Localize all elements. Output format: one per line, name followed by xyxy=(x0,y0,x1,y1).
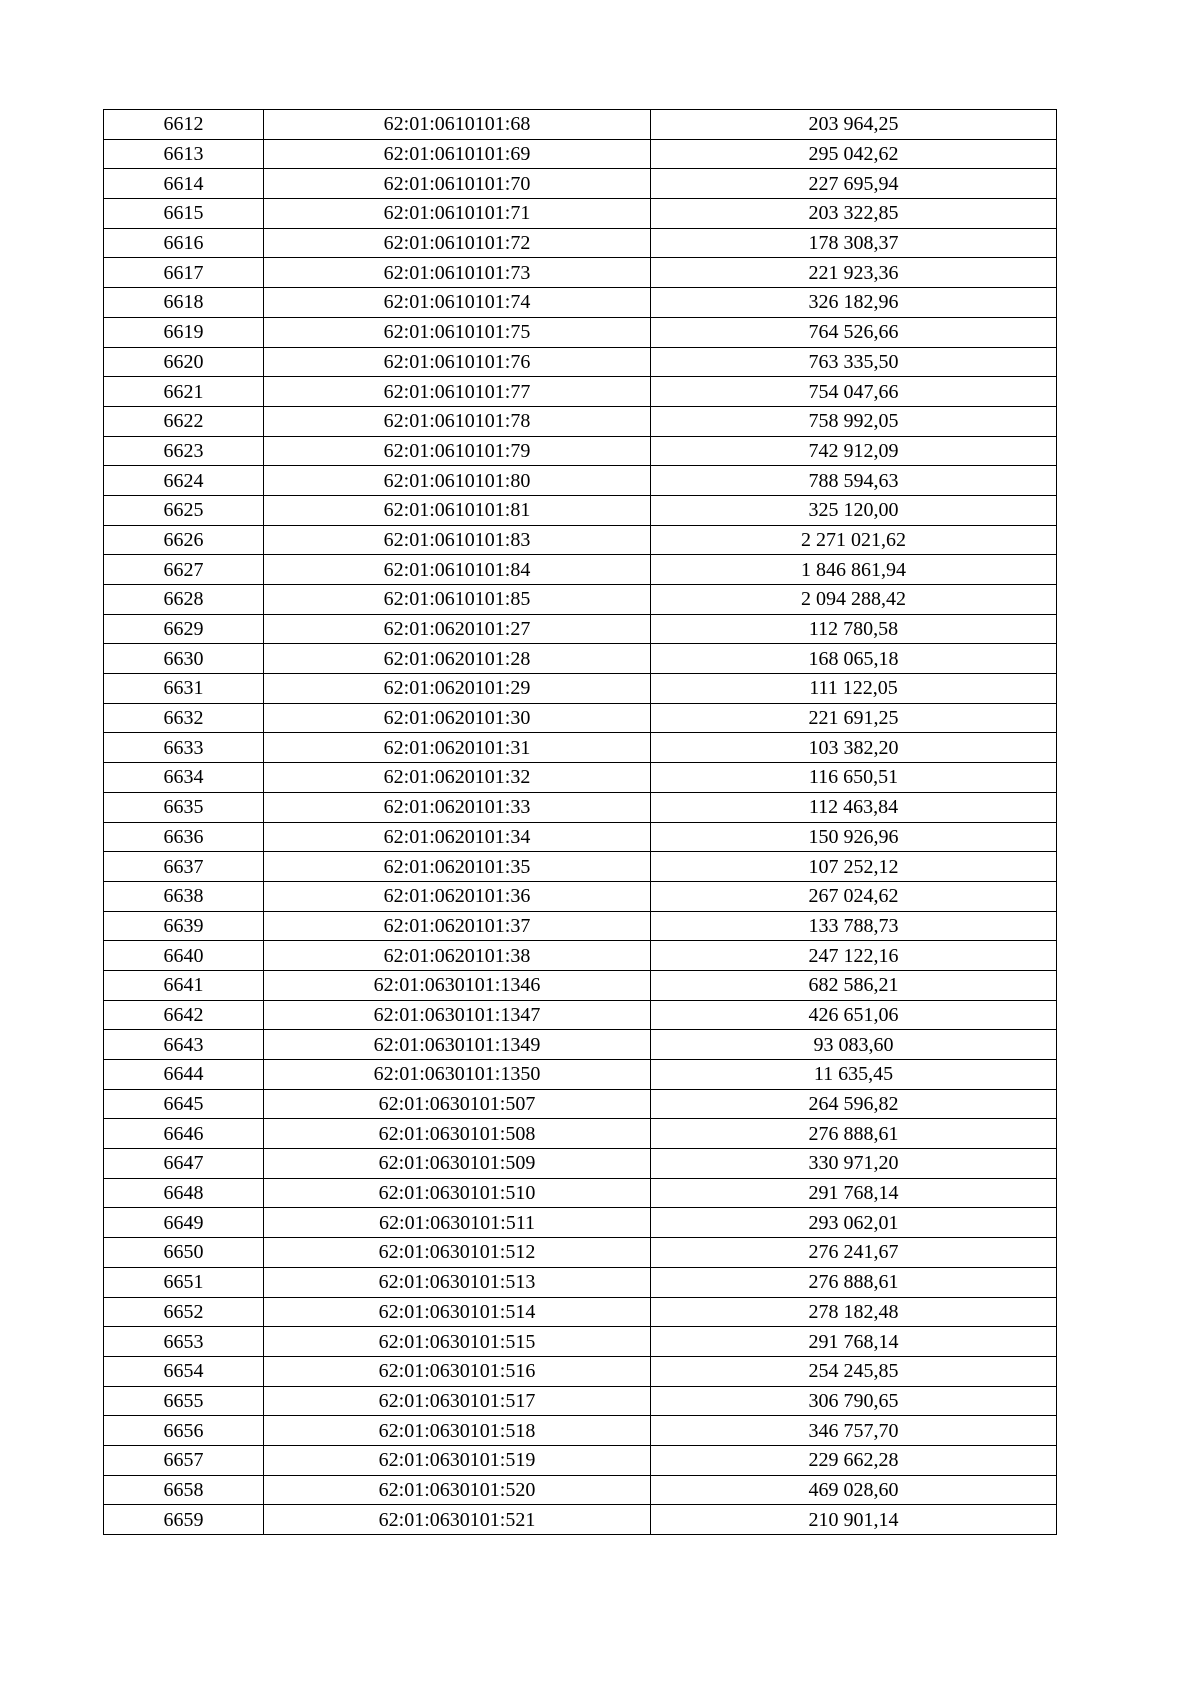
cadastral-value-cell: 112 780,58 xyxy=(651,614,1057,644)
cadastral-value-cell: 93 083,60 xyxy=(651,1030,1057,1060)
cadastral-number-cell: 62:01:0610101:71 xyxy=(264,199,651,229)
row-number-cell: 6639 xyxy=(104,911,264,941)
cadastral-value-cell: 254 245,85 xyxy=(651,1356,1057,1386)
table-row xyxy=(104,406,1057,436)
table-row xyxy=(104,1416,1057,1446)
cadastral-number-cell: 62:01:0620101:27 xyxy=(264,614,651,644)
cadastral-value-cell: 210 901,14 xyxy=(651,1505,1057,1535)
row-number-cell: 6650 xyxy=(104,1238,264,1268)
cadastral-number-cell: 62:01:0610101:85 xyxy=(264,585,651,615)
table-row xyxy=(104,436,1057,466)
cadastral-value-cell: 291 768,14 xyxy=(651,1178,1057,1208)
table-row xyxy=(104,703,1057,733)
row-number-cell: 6656 xyxy=(104,1416,264,1446)
table-row xyxy=(104,347,1057,377)
row-number-cell: 6653 xyxy=(104,1327,264,1357)
cadastral-number-cell: 62:01:0620101:29 xyxy=(264,674,651,704)
table-row xyxy=(104,1089,1057,1119)
cadastral-value-cell: 469 028,60 xyxy=(651,1475,1057,1505)
row-number-cell: 6628 xyxy=(104,585,264,615)
cadastral-value-cell: 276 888,61 xyxy=(651,1267,1057,1297)
cadastral-number-cell: 62:01:0610101:77 xyxy=(264,377,651,407)
table-row xyxy=(104,852,1057,882)
row-number-cell: 6644 xyxy=(104,1060,264,1090)
cadastral-value-table xyxy=(103,109,1057,1535)
table-row xyxy=(104,822,1057,852)
table-row xyxy=(104,1327,1057,1357)
row-number-cell: 6633 xyxy=(104,733,264,763)
cadastral-value-cell: 111 122,05 xyxy=(651,674,1057,704)
cadastral-value-cell: 291 768,14 xyxy=(651,1327,1057,1357)
cadastral-value-cell: 2 094 288,42 xyxy=(651,585,1057,615)
cadastral-number-cell: 62:01:0610101:81 xyxy=(264,495,651,525)
table-row xyxy=(104,199,1057,229)
row-number-cell: 6651 xyxy=(104,1267,264,1297)
table-row xyxy=(104,674,1057,704)
table-row xyxy=(104,110,1057,140)
table-row xyxy=(104,911,1057,941)
row-number-cell: 6642 xyxy=(104,1000,264,1030)
row-number-cell: 6614 xyxy=(104,169,264,199)
table-row xyxy=(104,1386,1057,1416)
table-row xyxy=(104,1208,1057,1238)
row-number-cell: 6641 xyxy=(104,970,264,1000)
table-row xyxy=(104,733,1057,763)
cadastral-value-cell: 133 788,73 xyxy=(651,911,1057,941)
cadastral-number-cell: 62:01:0630101:1350 xyxy=(264,1060,651,1090)
cadastral-number-cell: 62:01:0610101:72 xyxy=(264,228,651,258)
row-number-cell: 6619 xyxy=(104,317,264,347)
cadastral-number-cell: 62:01:0610101:70 xyxy=(264,169,651,199)
table-row xyxy=(104,1000,1057,1030)
cadastral-value-cell: 426 651,06 xyxy=(651,1000,1057,1030)
cadastral-value-cell: 764 526,66 xyxy=(651,317,1057,347)
table-row xyxy=(104,317,1057,347)
cadastral-number-cell: 62:01:0630101:521 xyxy=(264,1505,651,1535)
cadastral-value-cell: 754 047,66 xyxy=(651,377,1057,407)
table-row xyxy=(104,377,1057,407)
cadastral-number-cell: 62:01:0630101:1347 xyxy=(264,1000,651,1030)
row-number-cell: 6652 xyxy=(104,1297,264,1327)
cadastral-number-cell: 62:01:0620101:37 xyxy=(264,911,651,941)
cadastral-value-cell: 116 650,51 xyxy=(651,763,1057,793)
row-number-cell: 6659 xyxy=(104,1505,264,1535)
row-number-cell: 6654 xyxy=(104,1356,264,1386)
table-row xyxy=(104,1475,1057,1505)
table-row xyxy=(104,881,1057,911)
cadastral-number-cell: 62:01:0610101:73 xyxy=(264,258,651,288)
row-number-cell: 6631 xyxy=(104,674,264,704)
cadastral-number-cell: 62:01:0610101:79 xyxy=(264,436,651,466)
cadastral-value-cell: 295 042,62 xyxy=(651,139,1057,169)
cadastral-value-cell: 742 912,09 xyxy=(651,436,1057,466)
cadastral-number-cell: 62:01:0620101:28 xyxy=(264,644,651,674)
table-row xyxy=(104,970,1057,1000)
row-number-cell: 6616 xyxy=(104,228,264,258)
table-row xyxy=(104,169,1057,199)
cadastral-value-cell: 326 182,96 xyxy=(651,288,1057,318)
table-row xyxy=(104,1030,1057,1060)
table-row xyxy=(104,1149,1057,1179)
cadastral-number-cell: 62:01:0610101:78 xyxy=(264,406,651,436)
table-row xyxy=(104,941,1057,971)
cadastral-value-cell: 112 463,84 xyxy=(651,792,1057,822)
table-row xyxy=(104,1297,1057,1327)
cadastral-value-cell: 178 308,37 xyxy=(651,228,1057,258)
table-row xyxy=(104,1356,1057,1386)
cadastral-number-cell: 62:01:0620101:33 xyxy=(264,792,651,822)
row-number-cell: 6645 xyxy=(104,1089,264,1119)
cadastral-value-cell: 1 846 861,94 xyxy=(651,555,1057,585)
row-number-cell: 6658 xyxy=(104,1475,264,1505)
cadastral-value-cell: 682 586,21 xyxy=(651,970,1057,1000)
cadastral-value-cell: 247 122,16 xyxy=(651,941,1057,971)
cadastral-number-cell: 62:01:0630101:520 xyxy=(264,1475,651,1505)
cadastral-number-cell: 62:01:0620101:34 xyxy=(264,822,651,852)
cadastral-value-cell: 758 992,05 xyxy=(651,406,1057,436)
cadastral-value-cell: 203 964,25 xyxy=(651,110,1057,140)
row-number-cell: 6622 xyxy=(104,406,264,436)
cadastral-value-cell: 306 790,65 xyxy=(651,1386,1057,1416)
row-number-cell: 6621 xyxy=(104,377,264,407)
row-number-cell: 6629 xyxy=(104,614,264,644)
row-number-cell: 6647 xyxy=(104,1149,264,1179)
cadastral-value-cell: 330 971,20 xyxy=(651,1149,1057,1179)
table-row xyxy=(104,1178,1057,1208)
row-number-cell: 6620 xyxy=(104,347,264,377)
table-row xyxy=(104,288,1057,318)
table-body xyxy=(104,110,1057,1535)
row-number-cell: 6625 xyxy=(104,495,264,525)
cadastral-number-cell: 62:01:0610101:76 xyxy=(264,347,651,377)
table-row xyxy=(104,1119,1057,1149)
cadastral-number-cell: 62:01:0620101:30 xyxy=(264,703,651,733)
table-row xyxy=(104,763,1057,793)
row-number-cell: 6613 xyxy=(104,139,264,169)
row-number-cell: 6637 xyxy=(104,852,264,882)
row-number-cell: 6624 xyxy=(104,466,264,496)
row-number-cell: 6630 xyxy=(104,644,264,674)
row-number-cell: 6648 xyxy=(104,1178,264,1208)
cadastral-value-cell: 221 691,25 xyxy=(651,703,1057,733)
cadastral-number-cell: 62:01:0610101:69 xyxy=(264,139,651,169)
cadastral-value-cell: 107 252,12 xyxy=(651,852,1057,882)
table-row xyxy=(104,228,1057,258)
row-number-cell: 6646 xyxy=(104,1119,264,1149)
cadastral-number-cell: 62:01:0630101:519 xyxy=(264,1445,651,1475)
cadastral-value-cell: 276 888,61 xyxy=(651,1119,1057,1149)
table-row xyxy=(104,139,1057,169)
row-number-cell: 6626 xyxy=(104,525,264,555)
cadastral-value-cell: 229 662,28 xyxy=(651,1445,1057,1475)
cadastral-value-cell: 150 926,96 xyxy=(651,822,1057,852)
cadastral-value-cell: 346 757,70 xyxy=(651,1416,1057,1446)
cadastral-number-cell: 62:01:0630101:517 xyxy=(264,1386,651,1416)
row-number-cell: 6655 xyxy=(104,1386,264,1416)
cadastral-value-cell: 325 120,00 xyxy=(651,495,1057,525)
table-row xyxy=(104,258,1057,288)
row-number-cell: 6627 xyxy=(104,555,264,585)
row-number-cell: 6636 xyxy=(104,822,264,852)
cadastral-value-cell: 276 241,67 xyxy=(651,1238,1057,1268)
cadastral-number-cell: 62:01:0630101:518 xyxy=(264,1416,651,1446)
cadastral-number-cell: 62:01:0610101:68 xyxy=(264,110,651,140)
cadastral-number-cell: 62:01:0630101:514 xyxy=(264,1297,651,1327)
cadastral-value-cell: 203 322,85 xyxy=(651,199,1057,229)
cadastral-number-cell: 62:01:0630101:512 xyxy=(264,1238,651,1268)
row-number-cell: 6617 xyxy=(104,258,264,288)
table-row xyxy=(104,585,1057,615)
cadastral-number-cell: 62:01:0610101:80 xyxy=(264,466,651,496)
cadastral-value-cell: 221 923,36 xyxy=(651,258,1057,288)
cadastral-number-cell: 62:01:0630101:508 xyxy=(264,1119,651,1149)
cadastral-number-cell: 62:01:0610101:83 xyxy=(264,525,651,555)
table-row xyxy=(104,555,1057,585)
cadastral-value-cell: 168 065,18 xyxy=(651,644,1057,674)
cadastral-value-cell: 264 596,82 xyxy=(651,1089,1057,1119)
cadastral-value-cell: 227 695,94 xyxy=(651,169,1057,199)
table-row xyxy=(104,1445,1057,1475)
row-number-cell: 6635 xyxy=(104,792,264,822)
row-number-cell: 6615 xyxy=(104,199,264,229)
cadastral-value-cell: 267 024,62 xyxy=(651,881,1057,911)
cadastral-value-cell: 11 635,45 xyxy=(651,1060,1057,1090)
cadastral-number-cell: 62:01:0630101:1349 xyxy=(264,1030,651,1060)
cadastral-value-cell: 293 062,01 xyxy=(651,1208,1057,1238)
cadastral-number-cell: 62:01:0630101:510 xyxy=(264,1178,651,1208)
row-number-cell: 6643 xyxy=(104,1030,264,1060)
table-row xyxy=(104,1267,1057,1297)
cadastral-number-cell: 62:01:0630101:516 xyxy=(264,1356,651,1386)
table-row xyxy=(104,1238,1057,1268)
row-number-cell: 6612 xyxy=(104,110,264,140)
cadastral-value-cell: 2 271 021,62 xyxy=(651,525,1057,555)
cadastral-number-cell: 62:01:0620101:38 xyxy=(264,941,651,971)
cadastral-number-cell: 62:01:0610101:75 xyxy=(264,317,651,347)
row-number-cell: 6649 xyxy=(104,1208,264,1238)
cadastral-number-cell: 62:01:0630101:507 xyxy=(264,1089,651,1119)
table-row xyxy=(104,1505,1057,1535)
cadastral-number-cell: 62:01:0610101:84 xyxy=(264,555,651,585)
cadastral-number-cell: 62:01:0630101:513 xyxy=(264,1267,651,1297)
row-number-cell: 6640 xyxy=(104,941,264,971)
table-row xyxy=(104,1060,1057,1090)
table-row xyxy=(104,792,1057,822)
cadastral-number-cell: 62:01:0630101:509 xyxy=(264,1149,651,1179)
row-number-cell: 6623 xyxy=(104,436,264,466)
cadastral-value-cell: 278 182,48 xyxy=(651,1297,1057,1327)
cadastral-number-cell: 62:01:0620101:31 xyxy=(264,733,651,763)
row-number-cell: 6618 xyxy=(104,288,264,318)
cadastral-number-cell: 62:01:0630101:511 xyxy=(264,1208,651,1238)
row-number-cell: 6632 xyxy=(104,703,264,733)
row-number-cell: 6638 xyxy=(104,881,264,911)
row-number-cell: 6657 xyxy=(104,1445,264,1475)
cadastral-value-cell: 788 594,63 xyxy=(651,466,1057,496)
cadastral-value-cell: 763 335,50 xyxy=(651,347,1057,377)
row-number-cell: 6634 xyxy=(104,763,264,793)
cadastral-number-cell: 62:01:0620101:35 xyxy=(264,852,651,882)
cadastral-number-cell: 62:01:0620101:32 xyxy=(264,763,651,793)
cadastral-value-cell: 103 382,20 xyxy=(651,733,1057,763)
cadastral-number-cell: 62:01:0620101:36 xyxy=(264,881,651,911)
table-row xyxy=(104,495,1057,525)
table-row xyxy=(104,644,1057,674)
cadastral-number-cell: 62:01:0630101:1346 xyxy=(264,970,651,1000)
cadastral-number-cell: 62:01:0630101:515 xyxy=(264,1327,651,1357)
table-row xyxy=(104,614,1057,644)
table-row xyxy=(104,466,1057,496)
cadastral-number-cell: 62:01:0610101:74 xyxy=(264,288,651,318)
table-row xyxy=(104,525,1057,555)
